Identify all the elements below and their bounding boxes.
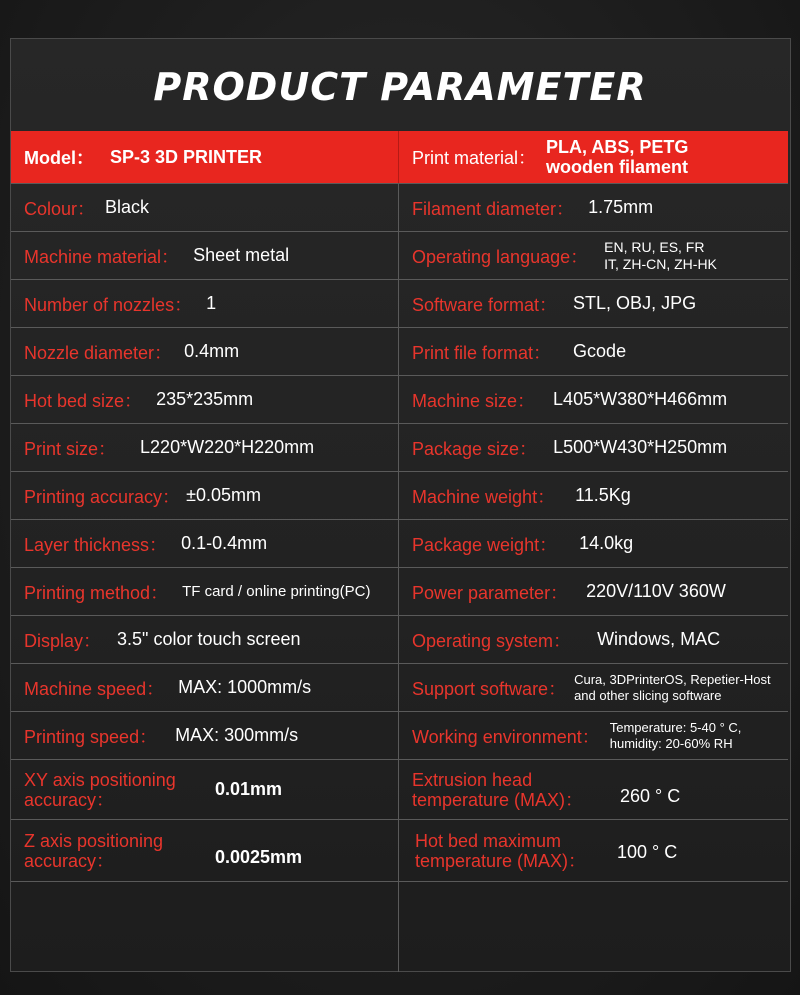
label-colour: Colour：: [24, 198, 96, 219]
table-row-empty: [11, 882, 788, 972]
value-line: wooden filament: [546, 157, 689, 177]
cell-printing-method: [11, 568, 399, 615]
label-working-environment: Working environment：: [412, 726, 600, 747]
cell-printing-speed: [11, 712, 399, 759]
cell-colour: [11, 184, 399, 231]
cell-power-parameter: [399, 568, 787, 615]
table-row-display: [11, 616, 788, 664]
label-hot-bed-max-temp: [415, 831, 611, 871]
label-operating-system: Operating system：: [412, 630, 572, 651]
label-line: accuracy：: [24, 789, 115, 810]
cell-z-accuracy: [11, 820, 399, 881]
value-print-file-format: Gcode: [573, 341, 627, 361]
value-support-software: [574, 672, 771, 704]
label-machine-weight: Machine weight：: [412, 486, 556, 507]
value-line: EN, RU, ES, FR: [604, 238, 705, 255]
table-row-printing-method: [11, 568, 788, 616]
label-power-parameter: Power parameter：: [412, 582, 569, 603]
cell-nozzle-diameter: [11, 328, 399, 375]
cell-filament-diameter: [399, 184, 787, 231]
cell-print-file-format: [399, 328, 787, 375]
label-printing-speed: Printing speed：: [24, 726, 158, 747]
value-printing-accuracy: ±0.05mm: [186, 485, 261, 505]
label-z-accuracy: [24, 831, 199, 871]
cell-working-environment: [399, 712, 787, 759]
label-print-size: Print size：: [24, 438, 117, 459]
cell-machine-speed: [11, 664, 399, 711]
value-model: SP-3 3D PRINTER: [110, 146, 263, 167]
value-xy-accuracy: 0.01mm: [215, 779, 283, 799]
label-xy-accuracy: [24, 770, 199, 810]
value-nozzle-diameter: 0.4mm: [184, 341, 240, 361]
value-extrusion-head-temp: 260 ° C: [620, 786, 681, 806]
table-row-printing-accuracy: [11, 472, 788, 520]
table-row-xy-accuracy: [11, 760, 788, 820]
value-z-accuracy: 0.0025mm: [215, 847, 303, 867]
label-filament-diameter: Filament diameter：: [412, 198, 575, 219]
table-row-model: [11, 131, 788, 184]
value-display: 3.5" color touch screen: [117, 629, 301, 649]
cell-print-material: [399, 131, 787, 183]
cell-hot-bed-max-temp: [399, 820, 787, 881]
label-line: temperature (MAX)：: [412, 789, 584, 810]
page-title: PRODUCT PARAMETER: [153, 65, 647, 109]
value-package-weight: 14.0kg: [579, 533, 634, 553]
table-row-z-accuracy: [11, 820, 788, 882]
value-colour: Black: [105, 197, 150, 217]
cell-machine-weight: [399, 472, 787, 519]
table-row-machine-speed: [11, 664, 788, 712]
label-line: Extrusion head: [412, 769, 533, 790]
label-print-file-format: Print file format：: [412, 342, 552, 363]
cell-printing-accuracy: [11, 472, 399, 519]
table-row-printing-speed: [11, 712, 788, 760]
value-hot-bed-size: 235*235mm: [156, 389, 254, 409]
label-support-software: Support software：: [412, 678, 567, 699]
table-row-colour: [11, 184, 788, 232]
label-line: accuracy：: [24, 850, 115, 871]
value-hot-bed-max-temp: 100 ° C: [617, 842, 678, 862]
label-machine-material: Machine material：: [24, 246, 180, 267]
label-printing-method: Printing method：: [24, 582, 169, 603]
cell-display: [11, 616, 399, 663]
cell-nozzles: [11, 280, 399, 327]
label-package-size: Package size：: [412, 438, 538, 459]
value-machine-material: Sheet metal: [193, 245, 290, 265]
label-operating-language: Operating language：: [412, 246, 589, 267]
label-hot-bed-size: Hot bed size：: [24, 390, 143, 411]
cell-machine-material: [11, 232, 399, 279]
value-layer-thickness: 0.1-0.4mm: [181, 533, 268, 553]
value-line: and other slicing software: [574, 687, 722, 703]
value-line: Cura, 3DPrinterOS, Repetier-Host: [574, 671, 771, 687]
cell-package-weight: [399, 520, 787, 567]
parameter-table: [11, 131, 788, 972]
cell-hot-bed-size: [11, 376, 399, 423]
label-line: Z axis positioning: [24, 830, 164, 851]
cell-xy-accuracy: [11, 760, 399, 819]
value-power-parameter: 220V/110V 360W: [586, 581, 726, 601]
value-printing-speed: MAX: 300mm/s: [175, 725, 299, 745]
label-line: XY axis positioning: [24, 769, 176, 790]
label-software-format: Software format：: [412, 294, 558, 315]
label-extrusion-head-temp: [412, 770, 608, 810]
value-machine-size: L405*W380*H466mm: [553, 389, 728, 409]
cell-layer-thickness: [11, 520, 399, 567]
cell-operating-language: [399, 232, 787, 279]
value-line: Temperature: 5-40 ° C,: [609, 719, 742, 735]
label-layer-thickness: Layer thickness：: [24, 534, 168, 555]
table-row-nozzles: [11, 280, 788, 328]
label-machine-speed: Machine speed：: [24, 678, 165, 699]
cell-package-size: [399, 424, 787, 471]
value-software-format: STL, OBJ, JPG: [573, 293, 697, 313]
cell-empty-right: [399, 882, 787, 972]
table-row-print-size: [11, 424, 788, 472]
cell-operating-system: [399, 616, 787, 663]
cell-support-software: [399, 664, 787, 711]
value-print-material: [546, 137, 688, 177]
cell-machine-size: [399, 376, 787, 423]
value-printing-method: TF card / online printing(PC): [182, 583, 371, 600]
label-line: temperature (MAX)：: [415, 850, 587, 871]
value-filament-diameter: 1.75mm: [588, 197, 654, 217]
label-print-material: Print material：: [412, 148, 537, 168]
cell-extrusion-head-temp: [399, 760, 787, 819]
cell-print-size: [11, 424, 399, 471]
value-line: PLA, ABS, PETG: [546, 137, 689, 157]
label-display: Display：: [24, 630, 102, 651]
label-nozzles: Number of nozzles：: [24, 294, 193, 315]
value-machine-weight: 11.5Kg: [575, 485, 631, 505]
value-operating-language: [604, 239, 717, 273]
table-row-machine-material: [11, 232, 788, 280]
table-row-hot-bed-size: [11, 376, 788, 424]
value-print-size: L220*W220*H220mm: [140, 437, 315, 457]
value-operating-system: Windows, MAC: [597, 629, 721, 649]
value-working-environment: [610, 720, 742, 752]
label-printing-accuracy: Printing accuracy：: [24, 486, 181, 507]
label-model: Model：: [24, 148, 94, 168]
value-nozzles: 1: [206, 293, 217, 313]
cell-model: [11, 131, 399, 183]
cell-empty-left: [11, 882, 399, 972]
label-nozzle-diameter: Nozzle diameter：: [24, 342, 173, 363]
value-package-size: L500*W430*H250mm: [553, 437, 728, 457]
label-line: Hot bed maximum: [415, 830, 562, 851]
label-machine-size: Machine size：: [412, 390, 536, 411]
value-machine-speed: MAX: 1000mm/s: [178, 677, 312, 697]
cell-software-format: [399, 280, 787, 327]
label-package-weight: Package weight：: [412, 534, 558, 555]
table-row-layer-thickness: [11, 520, 788, 568]
value-line: IT, ZH-CN, ZH-HK: [604, 255, 717, 272]
value-line: humidity: 20-60% RH: [609, 735, 733, 751]
table-row-nozzle-diameter: [11, 328, 788, 376]
